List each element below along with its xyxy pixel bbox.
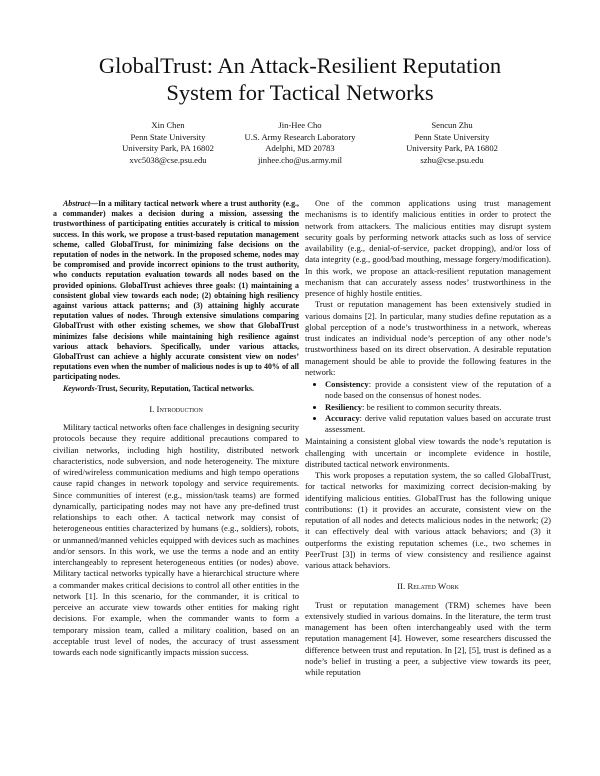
section-heading-introduction: I. Introduction: [149, 403, 203, 414]
author-affiliation: Penn State University: [414, 131, 490, 142]
body-paragraph: This work proposes a reputation system, the so called GlobalTrust, for tactical networks for maximizing correct decision-making by identifying malicious entities. GlobalTrust has the following unique contributions: (1) it provides an accurate, consistent view on the reputation of all nodes and detects malicious nodes in the network; (2) it can effectively deal with various attack behaviors; and (3) it outperforms the existing reputation schemes (i.e., two schemes in PeerTrust [3]) in terms of view consistency and resilience against various attack behaviors.: [305, 470, 551, 570]
body-paragraph: Trust or reputation management has been extensively studied in various domains [2]. In particular, many studies define reputation as a global perception of a node’s trustworthiness in a network, whereas trust indicates an individual node’s perception of any other node’s trustworthiness based on its direct observation. A desirable reputation management should be able to provide the following features in the network:: [305, 299, 551, 377]
author-address: University Park, PA 16802: [122, 143, 214, 154]
feature-item: [325, 402, 551, 413]
author-name: Xin Chen: [151, 120, 185, 130]
author-email: jinhee.cho@us.army.mil: [258, 154, 342, 165]
feature-text: : derive valid reputation values based on accurate trust assessment.: [325, 412, 551, 434]
author-address: Adelphi, MD 20783: [265, 143, 335, 154]
author-affiliation: U.S. Army Research Laboratory: [244, 131, 356, 142]
feature-name: Consistency: [325, 379, 369, 389]
right-column: [305, 198, 551, 678]
author-name: Jin-Hee Cho: [278, 120, 322, 130]
author-affiliation: Penn State University: [130, 131, 206, 142]
feature-item: [325, 379, 551, 402]
author-address: University Park, PA 16802: [406, 143, 498, 154]
abstract-label: Abstract: [63, 199, 91, 208]
feature-list: [305, 379, 551, 435]
body-paragraph: One of the common applications using trust management mechanisms is to identify malicious entities in order to protect the network from attackers. The malicious entities may disrupt system security goals by performing network attacks such as loss of service availability (e.g., denial-of-service, packet dropping), and/or loss of data integrity (e.g., good/bad mouthing, message forgery/modification). In this work, we propose an attack-resilient reputation management mechanism that can accurately assess nodes’ trustworthiness in the presence of highly hostile entities.: [305, 198, 551, 298]
paper-title: [40, 52, 560, 106]
author-block-3: [352, 120, 552, 166]
author-email: szhu@cse.psu.edu: [420, 154, 484, 165]
keywords-text: -Trust, Security, Reputation, Tactical networks.: [94, 383, 254, 393]
feature-text: : be resilient to common security threats.: [362, 401, 502, 412]
author-name: Sencun Zhu: [431, 120, 473, 130]
feature-text: : provide a consistent view of the reputation of a node based on the consensus of honest nodes.: [325, 379, 551, 401]
related-work-paragraph: Trust or reputation management (TRM) schemes have been extensively studied in various domains. In the literature, the term trust management has been often interchangeably used with the term reputation management [4]. However, some researchers discussed the difference between trust and reputation. In [2], [5], trust is defined as a node’s belief in trusting a peer, a subjective view towards its peer, while reputation: [305, 599, 551, 677]
left-column: [53, 199, 299, 658]
keywords-label: Keywords: [63, 383, 95, 393]
keywords: [53, 384, 299, 394]
body-paragraph: Maintaining a consistent global view towards the node’s reputation is challenging with uncertain or incomplete evidence in hostile, distributed tactical network environments.: [305, 436, 551, 469]
title-line-2: System for Tactical Networks: [166, 80, 434, 105]
author-email: xvc5038@cse.psu.edu: [129, 154, 207, 165]
abstract-text: —In a military tactical network where a trust authority (e.g., a commander) makes a decision during a mission, assessing the trustworthiness of participating entities accurately is critical to mission success. In this work, we propose a trust-based reputation management scheme, called GlobalTrust, for minimizing false decisions on the reputation of nodes in the network. In the proposed scheme, nodes may be compromised and provide incorrect opinions to the trust authority, who conducts reputation evaluation towards all nodes based on the provided opinions. GlobalTrust achieves three goals: (1) maintaining a consistent global view towards each node; (2) obtaining high resiliency against various attack patterns; and (3) attaining highly accurate reputation values of nodes. Through extensive simulations comparing GlobalTrust with other existing schemes, we show that GlobalTrust minimizes false decisions while maintaining high resilience against various attack behaviors. Specifically, under various attacks, GlobalTrust can achieve a highly accurate consistent view on nodes’ reputations even when the number of malicious nodes is up to 40% of all participating nodes.: [53, 199, 299, 382]
abstract: [53, 199, 299, 383]
feature-item: [325, 413, 551, 436]
intro-paragraph: Military tactical networks often face challenges in designing security protocols because they require additional precautions compared to civilian networks, including high hostility, distributed network characteristics, node subversion, and node heterogeneity. The mixture of wired/wireless communication mediums and high tempo operations cause rapid changes in network topology and service requirements. Since communities of interest (e.g., mission/task teams) are formed dynamically, participating nodes may not have any pre-defined trust relationships to each other. A tactical network may consist of heterogeneous entities characterized by humans (e.g., soldiers), robots, or unmanned/manned vehicles equipped with devices such as machines and/or sensors. In this work, we use the terms a node and an entity interchangeably to represent heterogeneous entities (or nodes) above. Military tactical networks typically have a hierarchical structure where a commander makes critical decisions to control all other entities in the network [1]. In this scenario, for the commander, it is critical to perceive an accurate view towards other entities for making right decisions. For example, when the commander wants to form a temporary mission team, called a military coalition, based on an acceptable trust level of nodes, the accuracy of trust assessment towards each node significantly impacts mission success.: [53, 422, 299, 658]
title-line-1: GlobalTrust: An Attack-Resilient Reputation: [98, 53, 502, 78]
section-heading-related-work: II. Related Work: [397, 581, 459, 592]
feature-name: Resiliency: [325, 401, 363, 412]
feature-name: Accuracy: [325, 412, 360, 423]
